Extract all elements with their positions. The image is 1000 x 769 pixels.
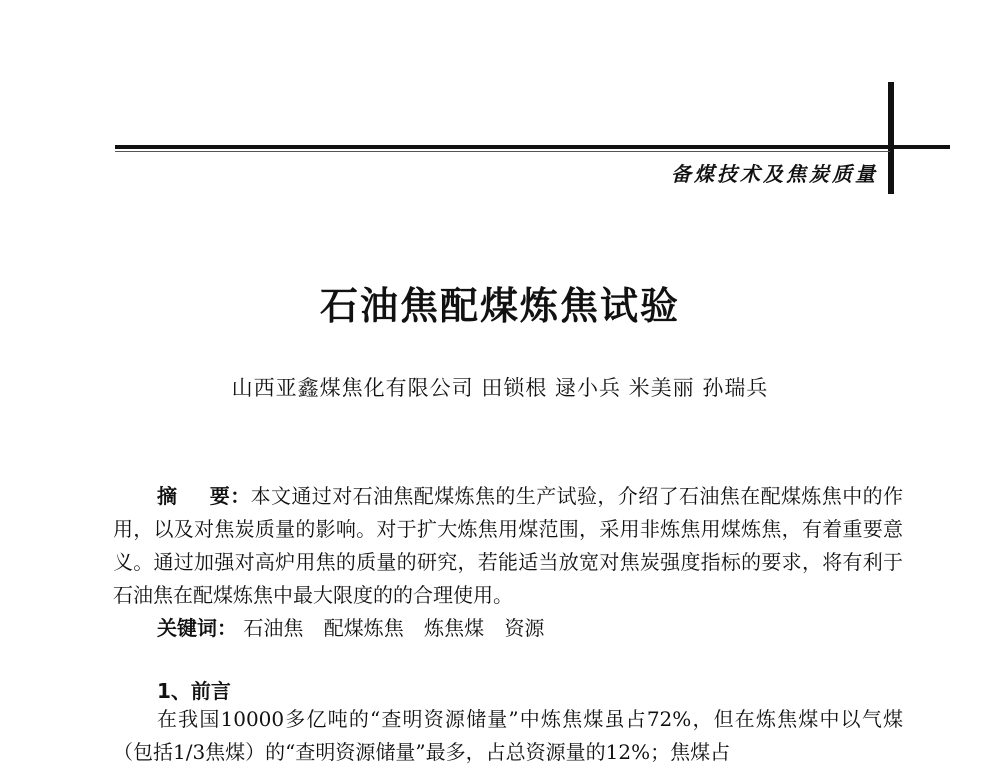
abstract-text: 本文通过对石油焦配煤炼焦的生产试验，介绍了石油焦在配煤炼焦中的作用，以及对焦炭质量的影响。对于扩大炼焦用煤范围，采用非炼焦用煤炼焦，有着重要意义。通过加强对高炉用焦的质量的研究，若能适当放宽对焦炭强度指标的要求，将有利于石油焦在配煤炼焦中最大限度的的合理使用。 — [113, 484, 904, 607]
section-heading: 1、前言 — [157, 679, 231, 703]
keyword: 石油焦 — [243, 616, 304, 640]
article-authors: 山西亚鑫煤焦化有限公司 田锁根 逯小兵 米美丽 孙瑞兵 — [231, 376, 769, 400]
keyword: 资源 — [504, 616, 545, 640]
keywords-label: 关键词： — [157, 616, 237, 640]
header-rule-thin — [115, 151, 890, 152]
keywords-line — [157, 612, 907, 645]
section-text: 在我国10000多亿吨的“查明资源储量”中炼焦煤虽占72%，但在炼焦煤中以气煤（包括1/3焦煤）的“查明资源储量”最多，占总资源量的12%；焦煤占 — [113, 707, 903, 764]
header-vertical-bar — [888, 82, 894, 194]
article-title: 石油焦配煤炼焦试验 — [319, 283, 680, 328]
header-rule — [115, 145, 950, 149]
abstract-label: 摘 要： — [157, 484, 251, 508]
keyword: 配煤炼焦 — [323, 616, 404, 640]
section-paragraph — [113, 703, 903, 769]
running-head: 备煤技术及焦炭质量 — [671, 162, 878, 186]
abstract-paragraph — [113, 480, 903, 612]
keyword: 炼焦煤 — [424, 616, 485, 640]
